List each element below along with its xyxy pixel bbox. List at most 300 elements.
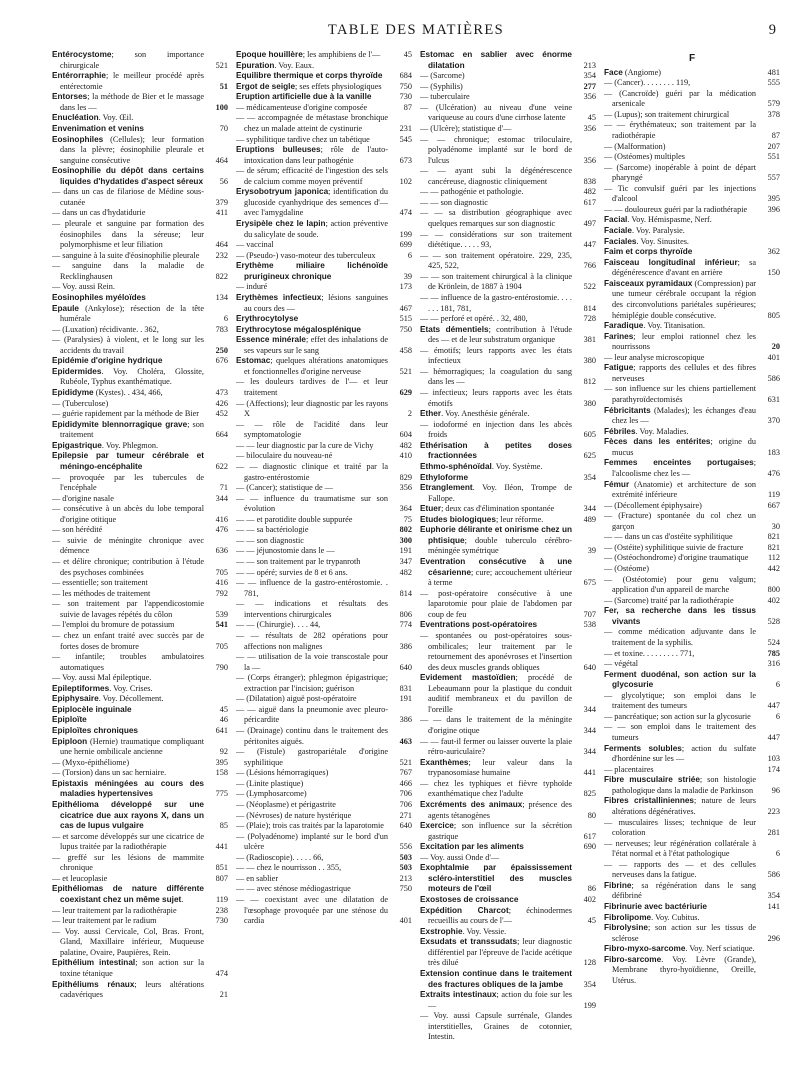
index-entry-page: 213 (399, 873, 412, 883)
index-entry-text: — chez les typhiques et fièvre typhoïde exanthématique chez l'adulte (420, 778, 572, 799)
index-entry-page: 783 (215, 324, 228, 334)
index-entry-page: 730 (215, 916, 228, 926)
index-entry (604, 120, 780, 141)
index-entry-page: 223 (767, 806, 780, 816)
index-entry-text: Fibrolysine; son action sur les tissus de sclérose (604, 923, 756, 943)
index-entry (52, 694, 228, 705)
index-entry-text: — glycolytique; son emploi dans le traitement des tumeurs (604, 690, 756, 711)
index-entry-text: — Tic convulsif guéri par les injections d'alcool (604, 183, 756, 204)
index-entry-text: Ethyloforme (420, 472, 469, 482)
index-entry-text: — (Cancroïde) guéri par la médication arsenicale (604, 88, 756, 109)
index-entry-text: — — érythémateux; son traitement par la radiothérapie (604, 120, 756, 140)
index-entry (52, 282, 228, 293)
index-entry-page: 641 (215, 726, 228, 735)
index-entry (604, 902, 780, 913)
index-entry-text: Entorses; la méthode de Bier et le massage dans les — (52, 92, 204, 112)
index-entry (52, 525, 228, 536)
index-entry-page: 838 (583, 176, 596, 186)
index-entry-page: 300 (399, 535, 412, 545)
index-entry-page: 426 (215, 398, 228, 408)
index-entry-page: 21 (219, 990, 228, 1000)
index-entry-text: — (Paralysies) à violent, et le long sur les accidents du travail (52, 335, 204, 355)
index-entry (236, 219, 412, 240)
index-entry-text: — infantile; troubles ambulatoires automatiques (52, 652, 204, 672)
index-entry-text: Faisceaux pyramidaux (Compression) par une tumeur cérébrale occupant la région des circonvolutions pariétales supérieures; hémiplégie double consécutive. (604, 278, 757, 320)
index-entry (52, 652, 228, 673)
index-entry (420, 1011, 596, 1043)
index-entry-text: — son traitement par l'appendicostomie suivie de lavages répétés du côlon (52, 599, 204, 619)
index-entry-text: — — rapports des — et des cellules nerveuses dans la fatigue. (604, 859, 756, 880)
index-entry-page: 750 (399, 324, 412, 334)
index-entry (420, 842, 596, 853)
index-entry-page: 395 (215, 757, 228, 767)
index-entry (52, 494, 228, 505)
index-entry-text: Extension continue dans le traitement des fractures obliques de la jambe (420, 968, 572, 989)
index-entry (604, 670, 780, 691)
index-entry (604, 237, 780, 248)
index-entry (52, 409, 228, 420)
index-entry (604, 913, 780, 924)
index-entry (604, 691, 780, 712)
index-entry (604, 215, 780, 226)
index-entry-page: 503 (399, 863, 412, 873)
index-entry-page: 452 (215, 409, 228, 419)
index-entry-text: Faciale. Voy. Paralysie. (604, 226, 685, 235)
index-entry (420, 800, 596, 821)
index-entry-text: Expédition Charcot; échinodermes recueillis au cours de l'— (420, 905, 572, 926)
index-entry-page: 604 (399, 430, 412, 440)
index-entry-text: — biloculaire du nouveau-né (236, 451, 333, 461)
index-entry (420, 557, 596, 589)
index-entry-text: Exostoses de croissance (420, 895, 519, 904)
index-entry-text: — musculaires lisses; technique de leur coloration (604, 817, 756, 838)
index-entry-text: — sanguine à la suite d'éosinophilie pleurale (52, 250, 200, 260)
index-entry (420, 631, 596, 673)
index-entry-page: 347 (399, 557, 412, 566)
index-entry-text: Epuration. Voy. Eaux. (236, 60, 315, 70)
index-entry (52, 356, 228, 367)
index-entry-text: — — influence de la gastro-entérostomie. . . . . . . 181, 781, (420, 292, 572, 313)
index-entry-page: 629 (399, 388, 412, 397)
index-entry-text: — — son diagnostic (420, 197, 488, 207)
index-entry (52, 916, 228, 927)
index-entry-text: — émotifs; leurs rapports avec les états infectieux (420, 345, 572, 366)
index-entry-page: 539 (215, 609, 228, 619)
index-entry-text: Eventration consécutive à une césarienne; cure; accouchement ultérieur à terme (420, 557, 572, 588)
index-entry-page: 354 (767, 891, 780, 901)
index-entry-page: 705 (215, 641, 228, 651)
index-entry (236, 251, 412, 262)
index-entry-text: Ergot de seigle; ses effets physiologiques (236, 81, 382, 91)
index-entry (52, 50, 228, 71)
index-entry (236, 377, 412, 398)
index-entry-text: Eruptions bulleuses; rôle de l'auto-intoxication dans leur pathogénie (236, 145, 388, 165)
index-entry (52, 927, 228, 959)
index-entry (236, 103, 412, 114)
index-entry-page: 447 (767, 701, 780, 711)
index-entry-page: 6 (407, 250, 412, 260)
index-entry-text: — (Luxation) récidivante. . 362, (52, 324, 159, 334)
index-entry-page: 617 (583, 197, 596, 207)
index-entry-text: Fibro-sarcome. Voy. Lèvre (Grande), Membrane thyro-hyoïdienne, Oreille, Utérus. (604, 954, 756, 985)
index-entry-text: — induré (236, 282, 268, 292)
index-entry-page: 464 (215, 240, 228, 250)
index-entry-text: — spontanées ou post-opératoires sous-ombilicales; leur traitement par le retournement des aponévroses et l'insertion des deux muscles grands obliques (420, 630, 572, 672)
page-title: TABLE DES MATIÈRES (327, 22, 505, 38)
index-entry (236, 261, 412, 282)
index-entry-page: 766 (583, 261, 596, 271)
index-entry-page: 579 (767, 99, 780, 109)
index-entry-page: 664 (215, 430, 228, 440)
index-entry (420, 620, 596, 631)
index-entry (52, 304, 228, 325)
index-entry-page: 173 (399, 282, 412, 292)
index-entry (420, 715, 596, 736)
index-entry-text: — (Fracture) spontanée du col chez un garçon (604, 511, 756, 531)
index-entry-text: — Voy. aussi Mal épileptique. (52, 673, 152, 683)
index-entry (236, 726, 412, 747)
index-entry-page: 380 (583, 356, 596, 366)
index-entry-text: Ether. Voy. Anesthésie générale. (420, 409, 530, 419)
index-entry (236, 71, 412, 82)
index-entry-text: Epiploïtes chroniques (52, 726, 139, 735)
index-entry-page: 458 (399, 345, 412, 355)
index-entry-text: — (Cancer). . . . . . . . 119, (604, 78, 691, 88)
index-entry (604, 944, 780, 955)
index-entry-page: 401 (399, 916, 412, 926)
index-entry (236, 779, 412, 790)
index-entry-text: — — considérations sur son traitement diététique. . . . . 93, (420, 229, 572, 250)
index-entry-page: 476 (215, 525, 228, 535)
index-entry (236, 874, 412, 885)
index-entry-text: — les douleurs tardives de l'— et leur traitement (236, 377, 388, 397)
index-entry-text: — — coexistant avec une dilatation de l'œsophage provoquée par une sténose du cardia (236, 895, 388, 926)
index-entry-page: 174 (767, 764, 780, 774)
index-entry-text: — pleurale et sanguine par formation des éosinophiles dans la séreuse; leur polymorphisme et leur filiation (52, 219, 204, 250)
index-entry (604, 458, 780, 479)
index-entry-page: 474 (399, 208, 412, 218)
index-entry-page: 551 (767, 152, 780, 162)
index-entry-text: Epithélium intestinal; son action sur la toxine tétanique (52, 958, 204, 978)
index-entry (236, 399, 412, 420)
index-entry (52, 631, 228, 652)
index-entry (52, 325, 228, 336)
index-entry-page: 631 (767, 395, 780, 404)
index-entry (420, 314, 596, 325)
index-entry (52, 874, 228, 885)
index-entry-page: 851 (215, 863, 228, 873)
index-entry (604, 839, 780, 860)
index-entry (52, 557, 228, 578)
index-entry-page: 356 (399, 483, 412, 493)
index-entry (52, 71, 228, 92)
index-entry-text: Exercice; son influence sur la sécrétion gastrique (420, 821, 572, 841)
index-entry (236, 652, 412, 673)
index-entry-text: Etudes biologiques; leur réforme. (420, 514, 544, 524)
index-entry (604, 775, 780, 796)
index-entry (604, 955, 780, 987)
index-entry-page: 238 (215, 905, 228, 915)
index-entry-page: 6 (775, 711, 780, 721)
index-entry-page: 441 (215, 842, 228, 852)
index-entry-text: — et leucoplasie (52, 873, 108, 883)
index-entry-text: — post-opératoire consécutive à une laparotomie pour plaie de l'abdomen par coup de feu (420, 588, 572, 619)
index-entry-page: 45 (587, 916, 596, 926)
index-entry-page: 806 (399, 609, 412, 619)
index-entry-text: — (Ostéome) (604, 564, 650, 573)
index-entry (604, 765, 780, 776)
index-entry (604, 78, 780, 89)
index-entry-text: — en sablier (236, 873, 279, 883)
index-entry (604, 511, 780, 532)
index-entry-page: 640 (583, 662, 596, 672)
index-entry-page: 474 (215, 968, 228, 978)
index-entry-text: — hémorragiques; la coagulation du sang dans les — (420, 366, 572, 387)
index-entry-page: 381 (583, 335, 596, 345)
index-entry-page: 277 (583, 81, 596, 91)
index-entry (52, 832, 228, 853)
index-entry-text: — et sarcome développés sur une cicatrice de lupus traitée par la radiothérapie (52, 831, 204, 852)
index-entry-page: 356 (583, 155, 596, 165)
index-entry-text: — (Névroses) de nature hystérique (236, 810, 352, 820)
index-entry-text: Erythrocytose mégalosplénique (236, 324, 361, 334)
index-entry-text: — sanguine dans la maladie de Recklinghausen (52, 261, 204, 281)
index-entry-text: Epididyme (Kystes). . 434, 466, (52, 388, 163, 397)
index-entry-text: Ethmo-sphénoïdal. Voy. Système. (420, 461, 543, 471)
index-entry-page: 821 (767, 542, 780, 552)
index-entry (236, 832, 412, 853)
index-entry (604, 226, 780, 237)
index-entry-page: 466 (399, 778, 412, 788)
index-entry (236, 462, 412, 483)
index-entry (604, 860, 780, 881)
index-entry-text: Extraits intestinaux; action du foie sur les — (420, 990, 572, 1010)
index-entry-text: — de sérum; efficacité de l'ingestion des sels de calcium comme moyen préventif (236, 166, 388, 186)
index-entry-page: 625 (583, 451, 596, 461)
index-entry-text: — — accompagnée de métastase bronchique chez un malade atteint de cystinurie (236, 113, 388, 133)
index-entry (52, 726, 228, 737)
index-entry (52, 958, 228, 979)
index-entry-page: 807 (215, 873, 228, 883)
index-entry-text: — — opéré; survies de 8 et 6 ans. (236, 567, 348, 577)
index-entry (52, 620, 228, 631)
index-entry-page: 586 (767, 373, 780, 383)
index-entry-text: — (Ostéite) syphilitique suivie de fracture (604, 542, 744, 552)
index-entry-page: 344 (583, 726, 596, 735)
index-entry (52, 166, 228, 187)
index-entry-page: 557 (767, 173, 780, 183)
index-entry-page: 730 (399, 92, 412, 102)
index-entry-text: Entérorraphie; le meilleur procédé après entérectomie (52, 71, 204, 91)
index-entry (236, 546, 412, 557)
index-entry (420, 969, 596, 990)
index-entry (52, 853, 228, 874)
index-entry-text: — dans un cas de filariose de Médine sous-cutanée (52, 187, 204, 207)
index-entry-text: Erysobotryum japonica; identification du glucoside cyanhydrique des semences d'— avec l'amygdaline (236, 187, 389, 218)
index-entry-text: — — avec sténose médiogastrique (236, 884, 351, 894)
index-entry-page: 822 (215, 271, 228, 281)
index-entry-page: 515 (399, 314, 412, 324)
index-entry-text: — nerveuses; leur régénération collatérale à l'état normal et à l'état pathologique (604, 838, 756, 859)
index-entry (52, 124, 228, 135)
section-letter: F (688, 53, 696, 64)
index-entry (604, 258, 780, 279)
index-entry-text: Excréments des animaux; présence des agents tétanogènes (420, 799, 572, 820)
index-entry (604, 722, 780, 743)
index-entry-text: — — influence de la gastro-entérostomie. . 781, (236, 578, 388, 598)
index-entry (236, 557, 412, 568)
index-entry-text: — (Ostéotomie) pour genu valgum; application d'un appareil de marche (604, 574, 756, 595)
index-entry-text: — — indications et résultats des interventions chirurgicales (236, 599, 388, 619)
index-entry (52, 219, 228, 251)
index-entry-text: — — son traitement par le trypanroth (236, 557, 361, 566)
index-entry-text: — (Pseudo-) vaso-moteur des tuberculeux (236, 250, 376, 260)
index-entry-page: 6 (775, 680, 780, 690)
index-entry-page: 411 (215, 208, 228, 218)
index-entry-text: — — sa distribution géographique avec quelques remarques sur son diagnostic (420, 208, 572, 228)
index-entry-text: Faim et corps thyroïde (604, 247, 693, 257)
index-entry-page: 673 (399, 155, 412, 165)
index-entry-page: 354 (583, 71, 596, 81)
index-entry-page: 775 (215, 789, 228, 799)
index-entry-page: 556 (399, 842, 412, 852)
index-entry-text: Erythème miliaire lichénoïde prurigineux chronique (236, 261, 388, 281)
index-entry (236, 50, 412, 61)
index-entry-page: 675 (583, 578, 596, 588)
index-entry-text: — (Torsion) dans un sac herniaire. (52, 768, 167, 778)
index-entry-text: — leur traitement par la radiothérapie (52, 905, 177, 915)
index-entry-page: 605 (583, 430, 596, 440)
index-entry-text: Etranglement. Voy. Iléon, Trompe de Fallope. (420, 483, 572, 503)
index-entry (236, 631, 412, 652)
index-entry-page: 51 (219, 81, 228, 91)
index-entry (52, 980, 228, 1001)
index-entry-text: Epiploïte (52, 715, 87, 725)
index-entry-text: — (Sarcome) inopérable à point de départ pharyngé (604, 162, 756, 183)
index-entry-page: 207 (767, 141, 780, 151)
index-entry-text: — — son diagnostic (236, 535, 304, 545)
index-entry-page: 521 (215, 60, 228, 70)
index-entry (420, 779, 596, 800)
index-entry-text: Etats démentiels; contribution à l'étude des — et de leur substratum organique (420, 324, 572, 345)
index-entry-page: 800 (767, 585, 780, 595)
index-entry-text: — — utilisation de la voie transcostale pour la — (236, 652, 388, 672)
index-entry-text: Excitation par les aliments (420, 842, 524, 852)
index-entry (604, 532, 780, 543)
index-entry-page: 6 (223, 314, 228, 324)
index-entry-text: — — et parotidite double suppurée (236, 514, 353, 524)
index-entry (52, 779, 228, 800)
index-entry-text: — (Ulcération) au niveau d'une veine variqueuse au cours d'une cirrhose latente (420, 102, 572, 123)
index-entry-text: — leur analyse microscopique (604, 352, 705, 362)
index-entry (420, 927, 596, 938)
index-entry-page: 45 (219, 704, 228, 714)
index-entry (52, 800, 228, 832)
index-entry (236, 895, 412, 927)
index-entry (420, 589, 596, 621)
index-entry-text: — — leur diagnostic par la cure de Vichy (236, 440, 374, 450)
index-entry-page: 521 (399, 366, 412, 376)
index-entry-page: 482 (399, 567, 412, 577)
index-entry-text: — (Néoplasme) et périgastrite (236, 799, 336, 809)
index-entry-text: — (Ulcère); statistique d'— (420, 123, 512, 133)
index-entry-text: — (Lymphosarcome) (236, 789, 307, 799)
index-entry-page: 87 (771, 130, 780, 140)
index-entry-page: 20 (771, 342, 780, 352)
index-entry-text: — — diagnostic clinique et traité par la gastro-entérostomie (236, 461, 388, 482)
index-entry (604, 152, 780, 163)
index-entry-page: 524 (767, 637, 780, 647)
index-entry-text: Femmes enceintes portugaises; l'alcoolisme chez les — (604, 458, 756, 478)
index-column-4 (604, 50, 780, 1078)
index-entry (420, 82, 596, 93)
index-entry (420, 906, 596, 927)
index-entry (420, 420, 596, 441)
index-entry (420, 166, 596, 187)
index-entry-text: — — sa bactériologie (236, 525, 309, 535)
index-entry (420, 103, 596, 124)
index-entry (420, 293, 596, 314)
index-entry (604, 353, 780, 364)
index-entry-page: 354 (583, 979, 596, 989)
index-entry-page: 728 (583, 314, 596, 324)
index-entry-page: 183 (767, 447, 780, 457)
index-entry-page: 401 (767, 352, 780, 362)
index-entry-page: 2 (407, 409, 412, 419)
index-entry (604, 384, 780, 405)
index-entry-text: — pancréatique; son action sur la glycosurie (604, 711, 751, 721)
index-entry-page: 92 (219, 747, 228, 757)
index-entry-page: 482 (399, 440, 412, 450)
index-entry-page: 464 (215, 155, 228, 165)
index-entry (420, 821, 596, 842)
index-entry-page: 622 (215, 461, 228, 471)
index-entry-text: — infectieux; leurs rapports avec les états émotifs (420, 388, 572, 408)
index-entry (420, 198, 596, 209)
index-entry (604, 247, 780, 258)
index-entry-text: — — rôle de l'acidité dans leur symptomatologie (236, 419, 388, 440)
index-entry-page: 199 (583, 1000, 596, 1010)
index-entry (420, 990, 596, 1011)
index-entry-page: 80 (587, 810, 596, 820)
index-entry-text: — — perforé et opéré. . 32, 480, (420, 314, 528, 324)
index-entry-text: — médicamenteuse d'origine composée (236, 102, 368, 112)
index-entry (420, 367, 596, 388)
index-columns (52, 50, 780, 1078)
index-entry (236, 483, 412, 494)
index-entry-text: — (Linite plastique) (236, 778, 304, 788)
index-entry-text: — (Myxo-épithéliome) (52, 757, 130, 767)
index-entry-page: 395 (767, 194, 780, 204)
index-entry (604, 89, 780, 110)
index-entry (236, 113, 412, 134)
index-entry-page: 774 (399, 620, 412, 630)
index-entry (420, 187, 596, 198)
index-entry-page: 191 (399, 546, 412, 556)
index-entry-text: Epididymite blennorragique grave; son traitement (52, 419, 204, 440)
index-entry-text: Exanthèmes; leur valeur dans la trypanosomiase humaine (420, 757, 572, 778)
index-entry (236, 282, 412, 293)
index-entry-text: — (Dilatation) aiguë post-opératoire (236, 694, 357, 704)
index-entry-text: Epithéliomas de nature différente coexistant chez un même sujet. (52, 884, 204, 904)
index-entry (236, 789, 412, 800)
index-entry-text: Fer, sa recherche dans les tissus vivants (604, 606, 756, 626)
index-entry-page: 87 (403, 102, 412, 112)
index-entry (604, 406, 780, 427)
index-entry (236, 145, 412, 166)
index-entry-page: 541 (215, 620, 228, 630)
index-entry-text: — leur traitement par le radium (52, 916, 157, 926)
